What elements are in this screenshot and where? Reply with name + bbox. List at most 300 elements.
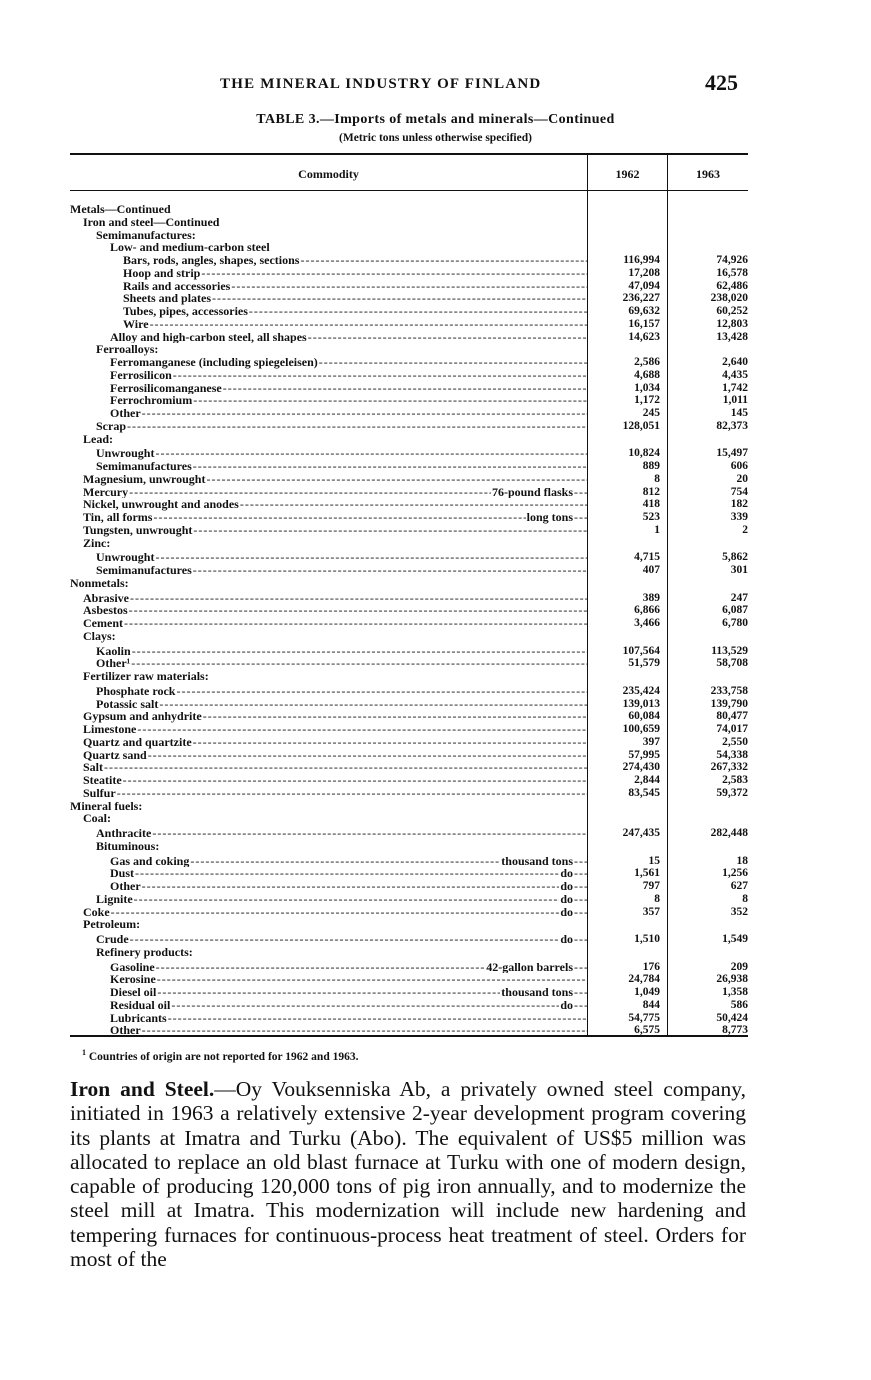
commodity-label bbox=[83, 630, 117, 643]
table-row bbox=[70, 961, 750, 974]
table-row bbox=[70, 749, 750, 762]
value-1962: 176 bbox=[642, 960, 660, 973]
value-1962: 523 bbox=[642, 511, 660, 523]
commodity-label bbox=[96, 827, 588, 840]
value-1963: 15,497 bbox=[716, 447, 748, 460]
value-1963: 2,550 bbox=[722, 735, 748, 748]
leader-dots bbox=[193, 564, 588, 577]
leader-dots bbox=[249, 305, 588, 318]
value-1963: 8 bbox=[742, 892, 748, 905]
commodity-label bbox=[83, 617, 588, 630]
table-row bbox=[70, 537, 750, 550]
value-1962: 69,632 bbox=[628, 305, 660, 317]
leader-dots bbox=[155, 551, 588, 564]
leader-dots bbox=[130, 592, 588, 605]
commodity-name: Iron and steel—Continued bbox=[83, 215, 220, 229]
commodity-name: Abrasive bbox=[83, 591, 129, 605]
commodity-name: Zinc: bbox=[83, 536, 111, 550]
unit-label: do bbox=[560, 880, 573, 893]
leader-dots-tail bbox=[574, 999, 588, 1012]
value-1963: 1,011 bbox=[722, 394, 748, 407]
value-1963: 1,742 bbox=[722, 381, 748, 394]
leader-dots-tail bbox=[574, 986, 588, 999]
commodity-label bbox=[83, 812, 112, 825]
leader-dots-tail bbox=[574, 906, 588, 919]
table-row bbox=[70, 827, 750, 840]
value-1962: 235,424 bbox=[622, 684, 660, 697]
commodity-label bbox=[83, 473, 588, 486]
commodity-name: Hoop and strip bbox=[123, 266, 201, 280]
value-1962: 57,995 bbox=[628, 748, 660, 761]
value-1963: 50,424 bbox=[716, 1011, 748, 1024]
leader-dots bbox=[231, 280, 588, 293]
commodity-label bbox=[110, 986, 588, 999]
leader-dots-tail bbox=[574, 486, 588, 499]
commodity-name: Coal: bbox=[83, 812, 111, 825]
commodity-name: Limestone bbox=[83, 723, 137, 736]
value-1962: 245 bbox=[642, 407, 660, 419]
table-row bbox=[70, 241, 750, 254]
table-subtitle: (Metric tons unless otherwise specified) bbox=[339, 132, 532, 144]
commodity-label bbox=[96, 893, 588, 906]
leader-dots bbox=[157, 986, 500, 999]
leader-dots bbox=[142, 880, 560, 893]
commodity-label bbox=[96, 933, 588, 946]
commodity-name: Gypsum and anhydrite bbox=[83, 710, 202, 723]
commodity-label bbox=[96, 343, 159, 356]
value-1963: 8,773 bbox=[722, 1024, 748, 1037]
commodity-name: Gas and coking bbox=[110, 854, 190, 868]
commodity-label bbox=[83, 774, 588, 787]
commodity-name: Lead: bbox=[83, 432, 113, 446]
commodity-name: Sulfur bbox=[83, 786, 116, 800]
unit-label: 42-gallon barrels bbox=[486, 960, 573, 974]
commodity-label bbox=[83, 749, 588, 762]
commodity-label bbox=[83, 498, 588, 511]
commodity-name: Asbestos bbox=[83, 604, 128, 617]
value-1963: 74,017 bbox=[716, 723, 748, 735]
commodity-name: Phosphate rock bbox=[96, 684, 176, 698]
value-1963: 18 bbox=[736, 854, 748, 867]
leader-dots bbox=[123, 774, 588, 787]
commodity-label bbox=[83, 670, 210, 683]
leader-dots bbox=[111, 906, 560, 919]
commodity-label bbox=[96, 946, 194, 959]
table-header-rule bbox=[70, 190, 748, 191]
table-row bbox=[70, 433, 750, 446]
table-row bbox=[70, 447, 750, 460]
commodity-name: Metals—Continued bbox=[70, 203, 171, 216]
commodity-name: Mercury bbox=[83, 485, 129, 499]
table-row bbox=[70, 577, 750, 590]
table-row bbox=[70, 343, 750, 356]
leader-dots bbox=[193, 394, 588, 407]
table-body bbox=[70, 203, 750, 1037]
unit-label: thousand tons bbox=[501, 986, 573, 999]
table-row bbox=[70, 229, 750, 242]
commodity-label bbox=[83, 216, 220, 229]
leader-dots bbox=[308, 331, 588, 344]
value-1963: 59,372 bbox=[716, 786, 748, 799]
commodity-name: Gasoline bbox=[110, 960, 155, 974]
value-1963: 238,020 bbox=[710, 292, 748, 305]
commodity-name: Bituminous: bbox=[96, 839, 160, 853]
paragraph-run-in-heading: Iron and Steel. bbox=[70, 1077, 215, 1101]
leader-dots bbox=[152, 827, 588, 840]
leader-dots bbox=[193, 736, 588, 749]
column-header-commodity: Commodity bbox=[298, 167, 359, 181]
table-row bbox=[70, 460, 750, 473]
value-1962: 6,866 bbox=[634, 604, 660, 617]
commodity-label bbox=[83, 537, 111, 550]
commodity-name: Other bbox=[110, 880, 141, 893]
table-row bbox=[70, 420, 750, 433]
leader-dots-tail bbox=[574, 855, 588, 868]
value-1962: 274,430 bbox=[622, 761, 660, 774]
table-row bbox=[70, 999, 750, 1012]
value-1963: 209 bbox=[730, 960, 748, 973]
leader-dots bbox=[240, 498, 588, 511]
table-row bbox=[70, 473, 750, 486]
value-1962: 407 bbox=[642, 564, 660, 576]
leader-dots bbox=[193, 524, 588, 537]
leader-dots-tail bbox=[574, 893, 588, 906]
commodity-label bbox=[110, 407, 588, 420]
commodity-name: Quartz sand bbox=[83, 748, 147, 762]
commodity-label bbox=[110, 369, 588, 382]
commodity-name: Clays: bbox=[83, 629, 116, 643]
value-1963: 2,583 bbox=[722, 774, 748, 786]
commodity-label bbox=[83, 511, 588, 524]
commodity-label bbox=[110, 999, 588, 1012]
value-1963: 247 bbox=[730, 591, 748, 604]
table-row bbox=[70, 486, 750, 499]
table-row bbox=[70, 918, 750, 931]
body-paragraph bbox=[70, 1077, 746, 1271]
value-1963: 1,358 bbox=[722, 986, 748, 998]
value-1963: 5,862 bbox=[722, 551, 748, 564]
commodity-label bbox=[123, 280, 588, 293]
leader-dots bbox=[153, 511, 525, 524]
table-row bbox=[70, 592, 750, 605]
commodity-label bbox=[96, 564, 588, 577]
commodity-label bbox=[110, 867, 588, 880]
leader-dots bbox=[319, 356, 588, 369]
leader-dots bbox=[148, 749, 588, 762]
table-row bbox=[70, 736, 750, 749]
commodity-name: Semimanufactures: bbox=[96, 228, 196, 242]
table-row bbox=[70, 761, 750, 774]
value-1963: 2,640 bbox=[722, 356, 748, 368]
commodity-label bbox=[110, 356, 588, 369]
unit-label: do bbox=[560, 998, 573, 1012]
commodity-label bbox=[110, 331, 588, 344]
commodity-label bbox=[110, 241, 271, 254]
commodity-name: Tungsten, unwrought bbox=[83, 523, 193, 537]
value-1963: 1,256 bbox=[722, 867, 748, 880]
commodity-label bbox=[96, 229, 197, 242]
commodity-label bbox=[123, 254, 588, 267]
commodity-label bbox=[83, 906, 588, 919]
paragraph-text: —Oy Vouksenniska Ab, a privately owned steel company, initiated in 1963 a relatively extensive 2-year development program covering its plants at Imatra and Turku (Abo). The equivalent of US$5 million was allocated to replace an old blast furnace at Turku with one of modern design, capable of producing 120,000 tons of pig iron annually, and to modernize the steel mill at Imatra. This modernization will include new hardening and tempering furnaces for continuous-process heat treatment of steel. Orders for most of the bbox=[70, 1077, 746, 1272]
footnote-text: Countries of origin are not reported for 1962 and 1963. bbox=[88, 1050, 359, 1063]
leader-dots bbox=[157, 973, 588, 986]
leader-dots bbox=[142, 1024, 588, 1037]
commodity-name: Other bbox=[110, 407, 141, 420]
table-row bbox=[70, 670, 750, 683]
value-1963: 267,332 bbox=[710, 761, 748, 774]
commodity-name: Tubes, pipes, accessories bbox=[123, 305, 248, 318]
commodity-name: Coke bbox=[83, 905, 110, 919]
value-1963: 233,758 bbox=[710, 684, 748, 697]
leader-dots bbox=[212, 292, 588, 305]
table-row bbox=[70, 685, 750, 698]
table-row bbox=[70, 933, 750, 946]
value-1962: 14,623 bbox=[628, 330, 660, 343]
leader-dots-tail bbox=[574, 933, 588, 946]
table-row bbox=[70, 254, 750, 267]
leader-dots bbox=[142, 407, 588, 420]
leader-dots bbox=[203, 710, 588, 723]
value-1962: 139,013 bbox=[622, 697, 660, 710]
value-1963: 282,448 bbox=[710, 827, 748, 839]
table-row bbox=[70, 617, 750, 630]
commodity-label bbox=[83, 736, 588, 749]
commodity-name: Scrap bbox=[96, 419, 126, 433]
value-1962: 1,561 bbox=[634, 867, 660, 880]
commodity-label bbox=[123, 292, 588, 305]
commodity-name: Unwrought bbox=[96, 447, 155, 460]
commodity-name: Potassic salt bbox=[96, 697, 159, 711]
value-1962: 1,049 bbox=[634, 986, 660, 998]
value-1963: 139,790 bbox=[710, 697, 748, 710]
unit-label: thousand tons bbox=[501, 854, 573, 868]
commodity-name: Magnesium, unwrought bbox=[83, 472, 206, 486]
value-1962: 397 bbox=[642, 735, 660, 748]
value-1963: 2 bbox=[742, 523, 748, 536]
value-1962: 83,545 bbox=[628, 786, 660, 799]
commodity-name: Kaolin bbox=[96, 644, 131, 658]
value-1963: 13,428 bbox=[716, 330, 748, 343]
table-row bbox=[70, 800, 750, 813]
value-1962: 2,586 bbox=[634, 356, 660, 368]
value-1963: 627 bbox=[730, 880, 748, 892]
commodity-name: Other bbox=[110, 1024, 141, 1037]
value-1962: 6,575 bbox=[634, 1024, 660, 1037]
commodity-label bbox=[70, 800, 143, 813]
column-header-1963: 1963 bbox=[696, 167, 720, 181]
table-row bbox=[70, 369, 750, 382]
value-1963: 20 bbox=[736, 472, 748, 485]
commodity-name: Refinery products: bbox=[96, 945, 193, 959]
commodity-label bbox=[96, 460, 588, 473]
leader-dots bbox=[134, 893, 560, 906]
value-1962: 107,564 bbox=[622, 644, 660, 657]
commodity-label bbox=[123, 318, 588, 331]
leader-dots bbox=[127, 420, 588, 433]
running-title: THE MINERAL INDUSTRY OF FINLAND bbox=[220, 76, 542, 92]
table-row bbox=[70, 906, 750, 919]
value-1963: 80,477 bbox=[716, 710, 748, 723]
value-1963: 352 bbox=[730, 905, 748, 918]
commodity-label bbox=[83, 592, 588, 605]
table-row bbox=[70, 394, 750, 407]
value-1962: 16,157 bbox=[628, 317, 660, 330]
commodity-label bbox=[70, 203, 172, 216]
table-row bbox=[70, 840, 750, 853]
commodity-name: Low- and medium-carbon steel bbox=[110, 241, 270, 254]
value-1962: 128,051 bbox=[622, 419, 660, 432]
table-row bbox=[70, 356, 750, 369]
value-1963: 606 bbox=[730, 460, 748, 472]
commodity-name: Fertilizer raw materials: bbox=[83, 670, 209, 683]
commodity-label bbox=[96, 420, 588, 433]
table-row bbox=[70, 292, 750, 305]
value-1963: 54,338 bbox=[716, 748, 748, 761]
commodity-label bbox=[83, 761, 588, 774]
commodity-label bbox=[96, 645, 588, 658]
commodity-label bbox=[110, 1012, 588, 1025]
commodity-name: Petroleum: bbox=[83, 918, 141, 931]
value-1962: 8 bbox=[654, 472, 660, 485]
commodity-name: Dust bbox=[110, 867, 135, 880]
page-number: 425 bbox=[705, 70, 738, 95]
value-1963: 145 bbox=[730, 407, 748, 419]
commodity-label bbox=[123, 267, 588, 280]
value-1962: 389 bbox=[642, 591, 660, 604]
table-row bbox=[70, 280, 750, 293]
commodity-name: Unwrought bbox=[96, 551, 155, 564]
commodity-label bbox=[96, 840, 160, 853]
table-row bbox=[70, 1012, 750, 1025]
commodity-label bbox=[83, 723, 588, 736]
commodity-label bbox=[110, 855, 588, 868]
commodity-name: Ferrosilicomanganese bbox=[110, 381, 222, 395]
value-1963: 113,529 bbox=[711, 644, 748, 657]
leader-dots-tail bbox=[574, 511, 588, 524]
value-1962: 1 bbox=[654, 523, 660, 536]
unit-label: do bbox=[560, 905, 573, 919]
value-1962: 100,659 bbox=[622, 723, 660, 735]
commodity-name: Sheets and plates bbox=[123, 292, 212, 305]
leader-dots bbox=[129, 604, 588, 617]
commodity-name: Quartz and quartzite bbox=[83, 735, 192, 749]
value-1962: 889 bbox=[642, 460, 660, 472]
commodity-label bbox=[123, 305, 588, 318]
commodity-name: Ferromanganese (including spiegeleisen) bbox=[110, 356, 318, 369]
leader-dots bbox=[300, 254, 588, 267]
value-1962: 17,208 bbox=[628, 266, 660, 279]
commodity-name: Bars, rods, angles, shapes, sections bbox=[123, 254, 300, 267]
commodity-label bbox=[96, 685, 588, 698]
table-row bbox=[70, 787, 750, 800]
leader-dots bbox=[150, 318, 588, 331]
value-1962: 15 bbox=[648, 854, 660, 867]
value-1963: 6,780 bbox=[722, 617, 748, 629]
commodity-label bbox=[110, 382, 588, 395]
table-row bbox=[70, 946, 750, 959]
commodity-label bbox=[96, 698, 588, 711]
value-1962: 116,994 bbox=[623, 254, 660, 266]
table-title: TABLE 3.—Imports of metals and minerals—Continued bbox=[256, 112, 615, 127]
table-row bbox=[70, 855, 750, 868]
table-row bbox=[70, 498, 750, 511]
value-1963: 754 bbox=[730, 485, 748, 498]
commodity-label bbox=[70, 577, 130, 590]
commodity-label bbox=[83, 604, 588, 617]
leader-dots bbox=[130, 933, 560, 946]
value-1963: 586 bbox=[730, 998, 748, 1011]
footnote bbox=[82, 1048, 358, 1063]
table-row bbox=[70, 880, 750, 893]
table-row bbox=[70, 710, 750, 723]
table-row bbox=[70, 723, 750, 736]
unit-label: 76-pound flasks bbox=[491, 485, 573, 499]
table-top-rule bbox=[70, 153, 748, 155]
value-1962: 4,688 bbox=[634, 368, 660, 381]
footnote-mark: 1 bbox=[82, 1048, 86, 1057]
value-1963: 74,926 bbox=[716, 254, 748, 266]
leader-dots bbox=[135, 867, 559, 880]
commodity-label bbox=[83, 524, 588, 537]
page-header bbox=[0, 70, 871, 100]
commodity-name: Ferroalloys: bbox=[96, 343, 159, 356]
value-1962: 812 bbox=[642, 485, 660, 498]
commodity-label bbox=[110, 1024, 588, 1037]
commodity-label bbox=[110, 394, 588, 407]
commodity-label bbox=[110, 973, 588, 986]
leader-dots bbox=[223, 382, 588, 395]
leader-dots bbox=[193, 460, 588, 473]
table-row bbox=[70, 267, 750, 280]
table-row bbox=[70, 1024, 750, 1037]
leader-dots bbox=[117, 787, 588, 800]
leader-dots bbox=[190, 855, 500, 868]
value-1962: 8 bbox=[654, 892, 660, 905]
commodity-name: Ferrosilicon bbox=[110, 368, 172, 382]
table-row bbox=[70, 645, 750, 658]
value-1962: 247,435 bbox=[622, 827, 660, 839]
leader-dots-tail bbox=[574, 867, 588, 880]
leader-dots bbox=[206, 473, 588, 486]
commodity-label bbox=[110, 961, 588, 974]
unit-label: do bbox=[560, 933, 573, 946]
value-1963: 6,087 bbox=[722, 604, 748, 617]
value-1962: 3,466 bbox=[634, 617, 660, 629]
value-1963: 60,252 bbox=[716, 305, 748, 317]
commodity-name: Crude bbox=[96, 933, 129, 946]
commodity-name: Semimanufactures bbox=[96, 564, 192, 577]
unit-label: long tons bbox=[526, 511, 573, 524]
commodity-name: Nonmetals: bbox=[70, 576, 129, 590]
commodity-name: Semimanufactures bbox=[96, 460, 192, 473]
commodity-name: Alloy and high-carbon steel, all shapes bbox=[110, 330, 307, 344]
table-row bbox=[70, 812, 750, 825]
leader-dots-tail bbox=[574, 961, 588, 974]
commodity-label bbox=[96, 551, 588, 564]
commodity-label bbox=[83, 710, 588, 723]
table-row bbox=[70, 382, 750, 395]
commodity-label bbox=[83, 918, 141, 931]
value-1962: 236,227 bbox=[622, 292, 660, 305]
leader-dots bbox=[131, 657, 588, 670]
leader-dots bbox=[201, 267, 588, 280]
value-1962: 1,510 bbox=[634, 933, 660, 945]
table-row bbox=[70, 524, 750, 537]
commodity-name: Lubricants bbox=[110, 1011, 167, 1025]
value-1962: 60,084 bbox=[628, 710, 660, 723]
value-1962: 844 bbox=[642, 998, 660, 1011]
